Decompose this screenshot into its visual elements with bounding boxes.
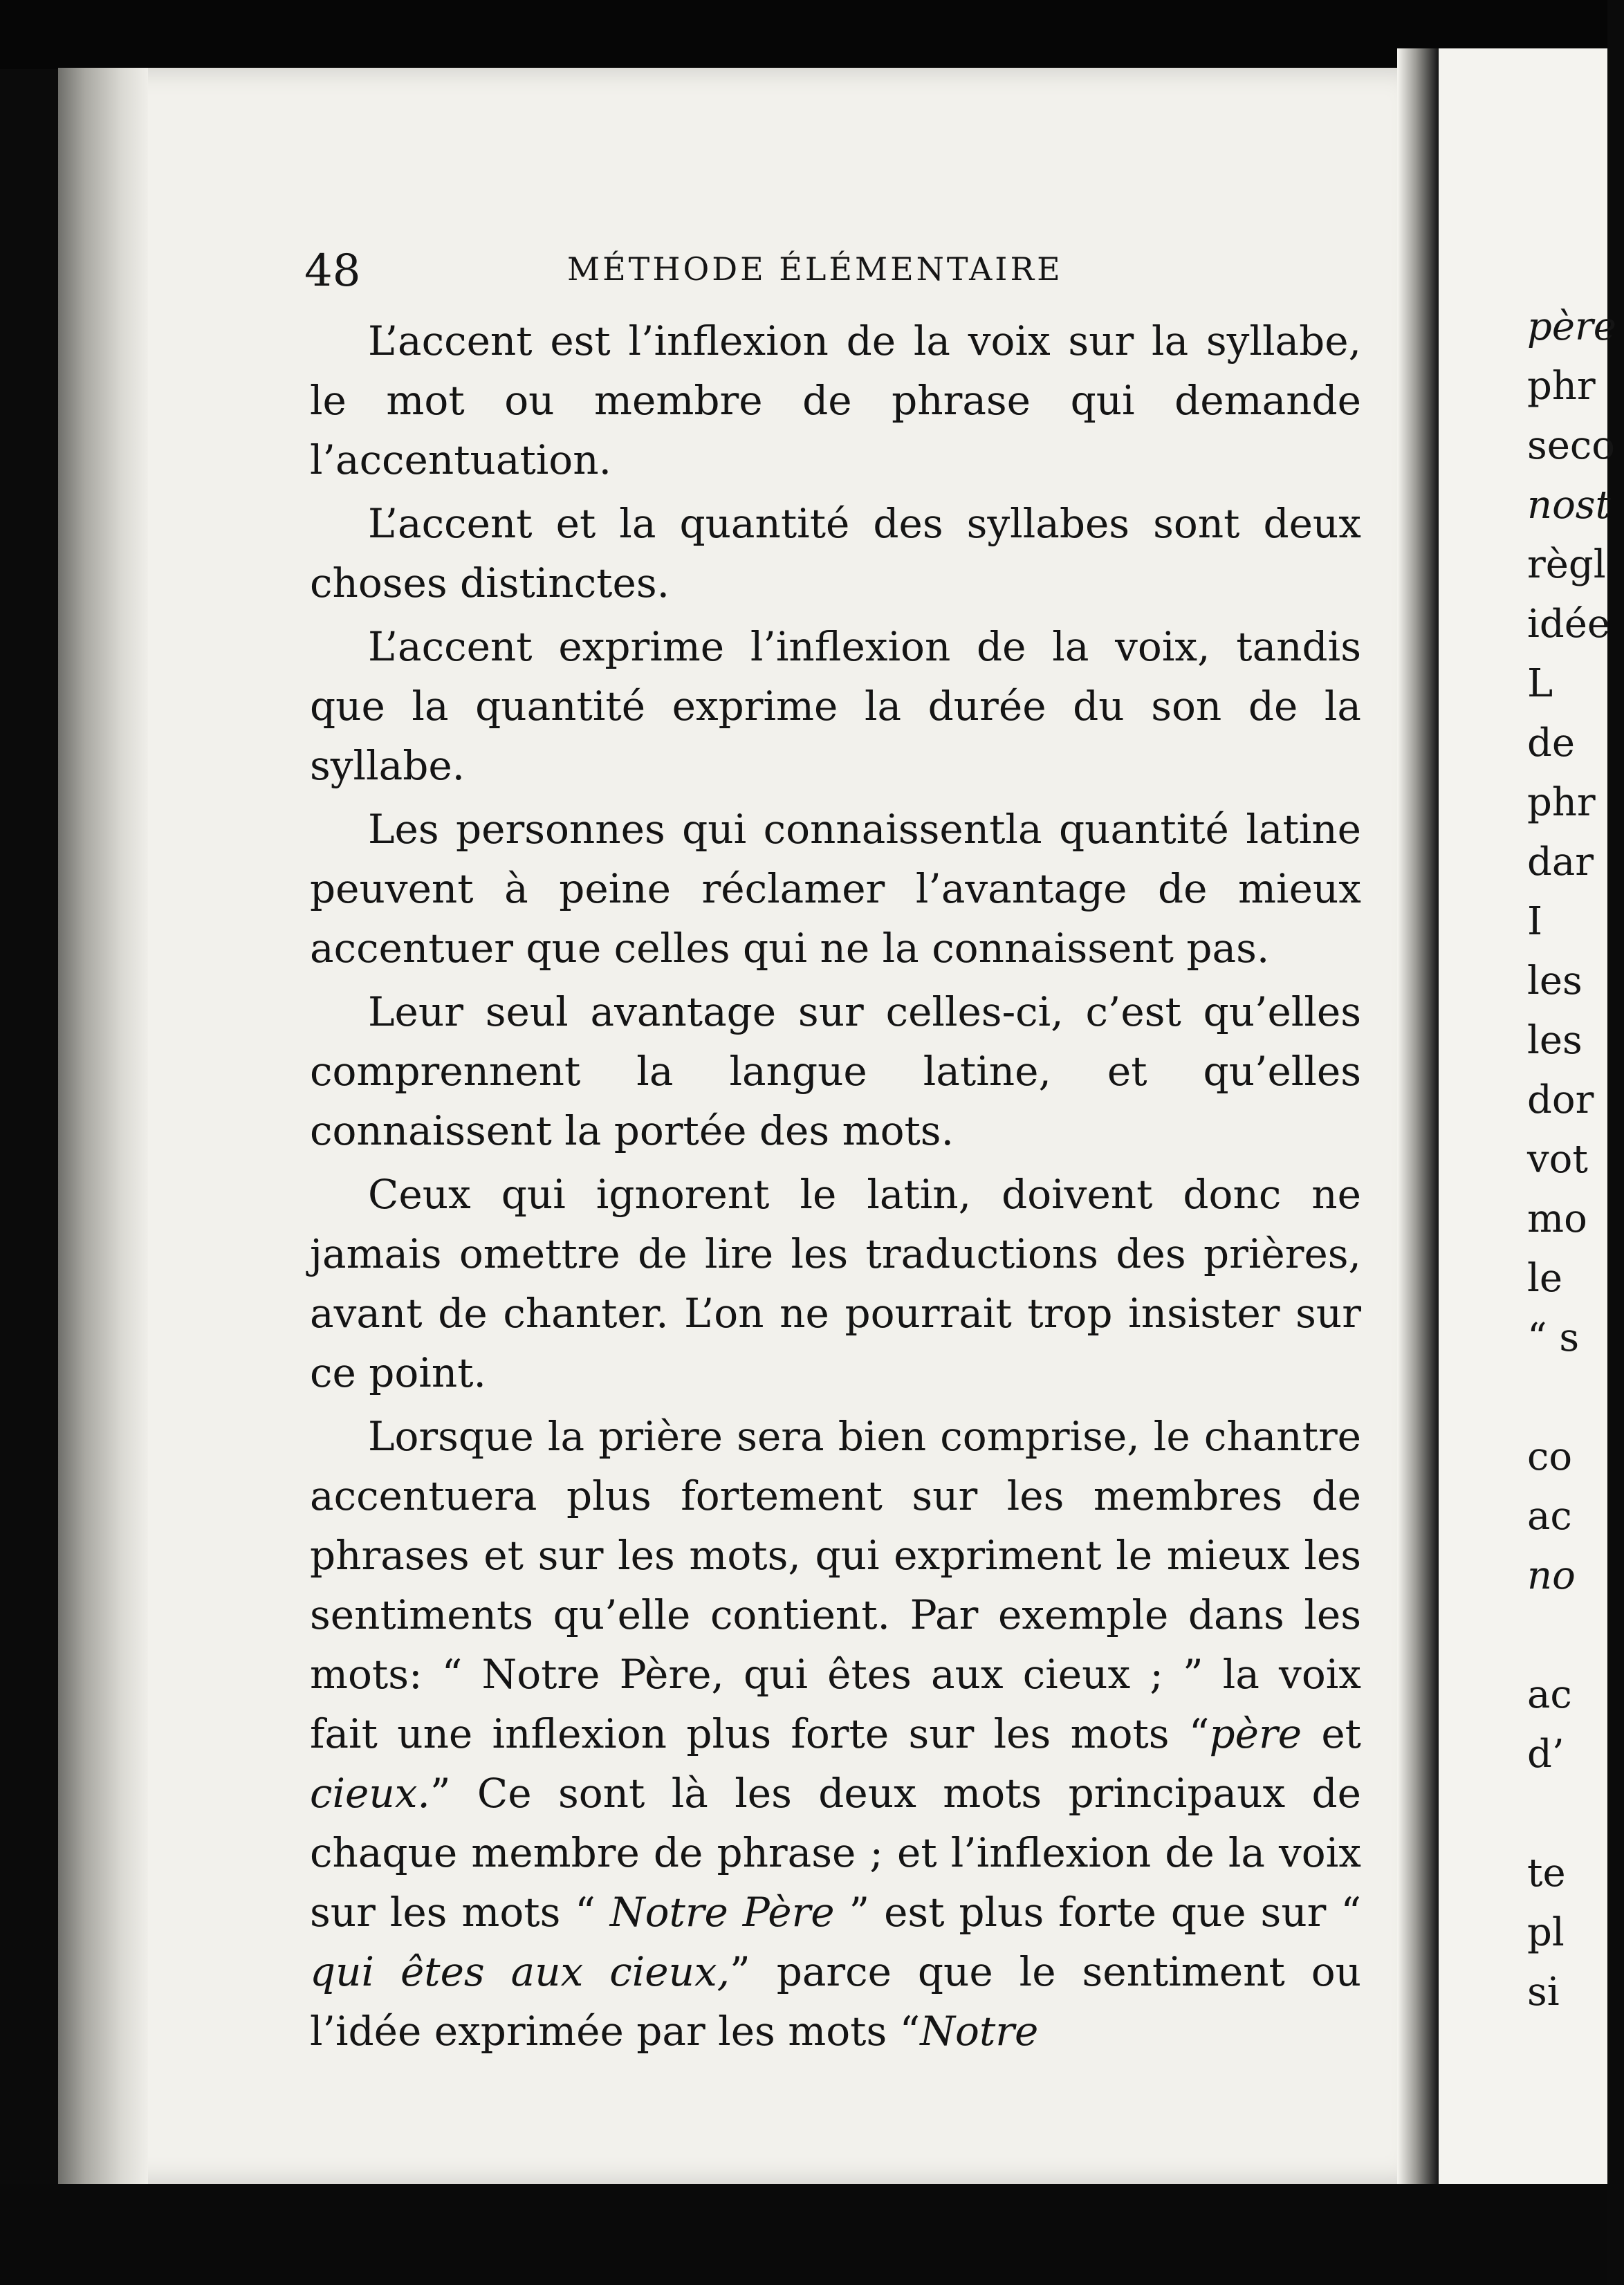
italic-phrase: Notre Père — [609, 1889, 835, 1936]
right-page-line — [1527, 1368, 1624, 1427]
text-run: ” parce que le sentiment ou l’idée exprimée par les mots “ — [310, 1948, 1361, 2055]
paragraph: L’accent et la quantité des syllabes sont deux choses distinctes. — [310, 500, 1361, 607]
running-head: MÉTHODE ÉLÉMENTAIRE — [567, 250, 1063, 288]
italic-word: Notre — [920, 2008, 1039, 2055]
right-page-line — [1527, 1784, 1624, 1844]
right-page-line: les — [1527, 1018, 1583, 1063]
right-page-line: nost — [1527, 483, 1612, 528]
right-page-line: idée — [1527, 602, 1611, 647]
right-page-line: de — [1527, 721, 1575, 766]
text-run: Lorsque la prière sera bien comprise, le chantre accentuera plus fortement sur les membres de phrases et sur les mots, qui expriment le mieux les sentiments qu’elle contient. Par exemple dans les mots: “ Notre Père, qui êtes aux cieux ; ” la voix fait une inflexion plus forte sur les mots “ — [310, 1413, 1361, 1757]
text-run: et — [1302, 1710, 1361, 1757]
italic-phrase: qui êtes aux cieux, — [310, 1948, 730, 1995]
paragraph: Ceux qui ignorent le latin, doivent donc ne jamais omettre de lire les traductions des prières, avant de chanter. L’on ne pourrait trop insister sur ce point. — [310, 1171, 1361, 1396]
page-number: 48 — [304, 246, 361, 297]
right-page-line: “ s — [1527, 1315, 1580, 1360]
right-page-line: père — [1527, 304, 1616, 349]
right-page-fragments — [1527, 297, 1624, 2022]
right-page-line: ac — [1527, 1672, 1572, 1717]
top-dark-border — [0, 0, 1607, 69]
right-page-line: dar — [1527, 840, 1594, 885]
right-page-line: le — [1527, 1256, 1563, 1301]
right-page-line: co — [1527, 1434, 1573, 1479]
paragraph: Les personnes qui connaissentla quantité latine peuvent à peine réclamer l’avantage de mieux accentuer que celles qui ne la connaissent pas. — [310, 806, 1361, 972]
right-page-line: ac — [1527, 1494, 1572, 1539]
right-page-line: phr — [1527, 364, 1596, 409]
text-run: ” Ce sont là les deux mots principaux de chaque membre de phrase ; et l’inflexion de la voix sur les mots “ — [310, 1770, 1361, 1936]
right-page-line: les — [1527, 959, 1583, 1003]
right-page-line: te — [1527, 1851, 1566, 1896]
page-edge-shadow — [58, 68, 148, 2184]
paragraph: Leur seul avantage sur celles-ci, c’est qu’elles comprennent la langue latine, et qu’elles connaissent la portée des mots. — [310, 988, 1361, 1154]
body-text — [310, 311, 1361, 2061]
right-page-line: règl — [1527, 542, 1606, 587]
right-page-line: seco — [1527, 423, 1615, 468]
right-page-line: no — [1527, 1553, 1576, 1598]
right-page-line: si — [1527, 1970, 1560, 2015]
paragraph-last — [310, 1407, 1361, 2061]
italic-word: cieux. — [310, 1770, 430, 1817]
text-run: ” est plus forte que sur “ — [834, 1889, 1361, 1936]
right-page-line: mo — [1527, 1196, 1587, 1241]
right-page-line: I — [1527, 899, 1543, 944]
right-page-line: dor — [1527, 1077, 1594, 1122]
paragraph: L’accent est l’inflexion de la voix sur la syllabe, le mot ou membre de phrase qui demande l’accentuation. — [310, 317, 1361, 483]
right-page-line: phr — [1527, 780, 1596, 825]
right-page-line: vot — [1527, 1137, 1588, 1182]
right-page-line: d’ — [1527, 1732, 1565, 1777]
bottom-dark-border — [0, 2184, 1607, 2285]
paragraph: L’accent exprime l’inflexion de la voix, tandis que la quantité exprime la durée du son de la syllabe. — [310, 623, 1361, 789]
right-page-line: pl — [1527, 1910, 1565, 1955]
italic-word: père — [1209, 1710, 1302, 1757]
right-page-line: L — [1527, 661, 1553, 706]
book-gutter — [1397, 48, 1439, 2234]
right-page-line — [1527, 1606, 1624, 1665]
